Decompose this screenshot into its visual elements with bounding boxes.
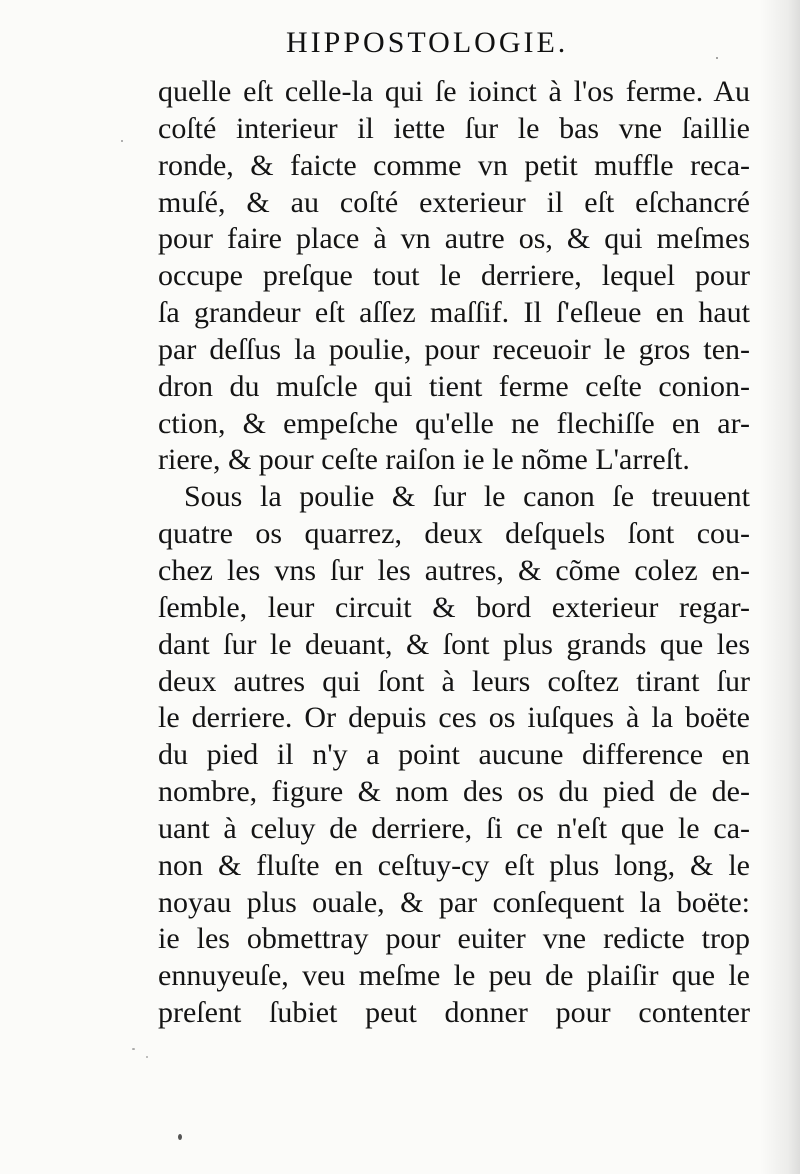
body-text	[158, 74, 750, 1032]
text-line: riere, & pour ceſte raiſon ie le nõme L'arreſt.	[158, 443, 690, 477]
text-line: non & fluſte en ceſtuy-cy eſt plus long, & le	[158, 848, 750, 882]
text-line: quelle eſt celle-la qui ſe ioinct à l'os ferme. Au	[158, 75, 750, 108]
ink-speck	[146, 1056, 148, 1058]
text-line: ie les obmettray pour euiter vne redicte trop	[158, 922, 750, 956]
text-line: par deſſus la poulie, pour receuoir le gros ten-	[158, 332, 750, 366]
text-line: muſé, & au coſté exterieur il eſt eſchancré	[158, 185, 750, 219]
text-line: ennuyeuſe, veu meſme le peu de plaiſir que le	[158, 959, 750, 993]
text-line: quatre os quarrez, deux deſquels ſont cou-	[158, 517, 750, 551]
ink-speck	[132, 1048, 135, 1050]
text-line: noyau plus ouale, & par conſequent la boëte:	[158, 885, 750, 919]
text-line: dron du muſcle qui tient ferme ceſte conion-	[158, 369, 750, 403]
ink-speck	[121, 140, 123, 142]
text-line: le derriere. Or depuis ces os iuſques à la boëte	[158, 701, 750, 735]
ink-speck	[178, 1134, 182, 1140]
text-line: dant ſur le deuant, & ſont plus grands que les	[158, 627, 750, 661]
text-line: ſa grandeur eſt aſſez maſſif. Il ſ'eſleue en haut	[158, 296, 750, 330]
text-line: deux autres qui ſont à leurs coſtez tirant ſur	[158, 664, 750, 698]
ink-speck	[716, 57, 718, 59]
text-line: Sous la poulie & ſur le canon ſe treuuent	[184, 480, 750, 514]
text-line: ronde, & faicte comme vn petit muffle reca-	[158, 148, 750, 182]
text-line: nombre, figure & nom des os du pied de de-	[158, 775, 750, 809]
text-line: occupe preſque tout le derriere, lequel pour	[158, 259, 750, 293]
text-line: preſent ſubiet peut donner pour contenter	[158, 996, 750, 1030]
running-head: HIPPOSTOLOGIE.	[286, 26, 569, 59]
text-line: pour faire place à vn autre os, & qui meſmes	[158, 222, 750, 256]
text-line: ction, & empeſche qu'elle ne flechiſſe en ar-	[158, 406, 750, 440]
text-line: chez les vns ſur les autres, & cõme colez en-	[158, 553, 750, 587]
text-line: du pied il n'y a point aucune difference en	[158, 738, 750, 772]
text-line: coſté interieur il iette ſur le bas vne ſaillie	[158, 111, 750, 145]
text-line: ſemble, leur circuit & bord exterieur regar-	[158, 590, 750, 624]
page-edge-shadow	[760, 0, 800, 1174]
text-line: uant à celuy de derriere, ſi ce n'eſt que le ca-	[158, 811, 750, 845]
